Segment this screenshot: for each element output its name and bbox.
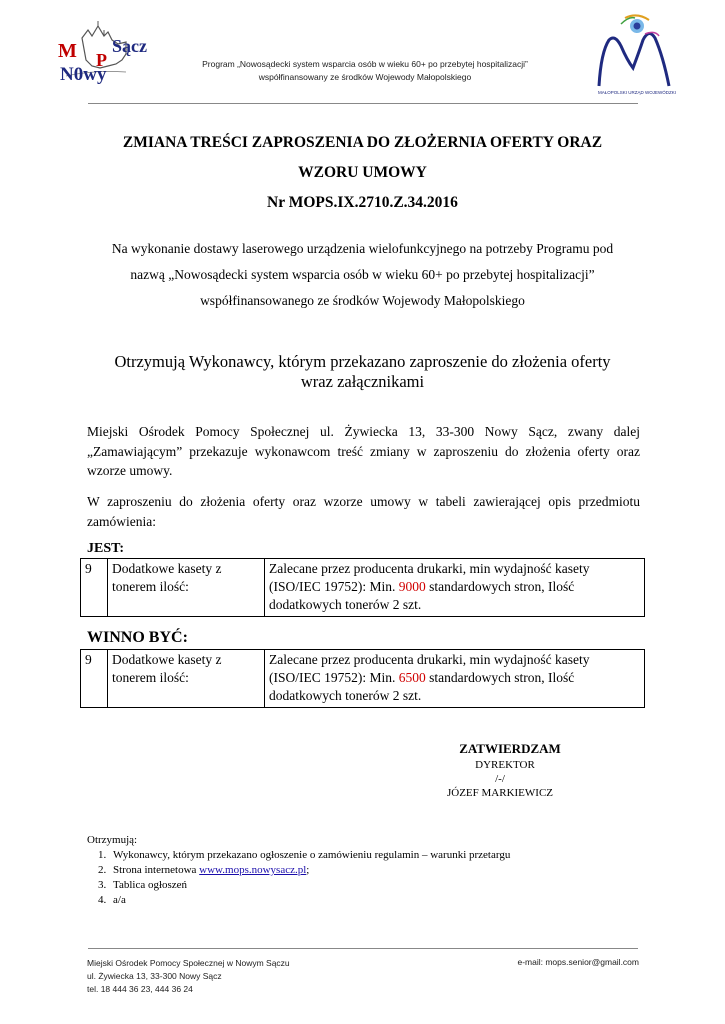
- signature-mark: /-/: [495, 773, 505, 785]
- logo-sacz-text: Sącz: [112, 36, 147, 56]
- reference-number: Nr MOPS.IX.2710.Z.34.2016: [267, 194, 458, 211]
- desc-after: standardowych stron, Ilość dodatkowych tonerów 2 szt.: [269, 579, 575, 612]
- voivode-logo-caption: MAŁOPOLSKI URZĄD WOJEWÓDZKI: [597, 90, 676, 95]
- document-title-line-1: ZMIANA TREŚCI ZAPROSZENIA DO ZŁOŻERNIA OFERTY ORAZ: [122, 134, 603, 151]
- program-header: [160, 58, 570, 84]
- list-item: [109, 863, 510, 878]
- footer-email: e-mail: mops.senior@gmail.com: [517, 957, 639, 967]
- header-divider: [88, 103, 638, 104]
- document-title-line-2: WZORU UMOWY: [298, 164, 427, 181]
- footer-line-2: ul. Żywiecka 13, 33-300 Nowy Sącz: [87, 971, 222, 981]
- voivode-logo: [585, 12, 685, 100]
- yield-value: 9000: [398, 579, 426, 594]
- footer-address: [87, 957, 290, 996]
- recipients-heading: [80, 352, 645, 392]
- winno-label: WINNO BYĆ:: [87, 629, 188, 646]
- desc-after: standardowych stron, Ilość dodatkowych tonerów 2 szt.: [269, 670, 575, 703]
- website-link[interactable]: www.mops.nowysacz.pl: [199, 864, 307, 876]
- item-description: [265, 650, 645, 708]
- item-number: 9: [81, 559, 108, 617]
- distribution-list: [87, 833, 510, 908]
- recipients-line-2: wraz załącznikami: [300, 372, 425, 391]
- table-row: [81, 559, 645, 617]
- footer-line-3: tel. 18 444 36 23, 444 36 24: [87, 984, 193, 994]
- signatory-name: JÓZEF MARKIEWICZ: [446, 787, 554, 799]
- item-number: 9: [81, 650, 108, 708]
- body-paragraph-2: W zaproszeniu do złożenia oferty oraz wzorze umowy w tabeli zawierającej opis przedmiotu zamówienia:: [87, 494, 640, 529]
- item-description: [265, 559, 645, 617]
- mops-logo: [52, 20, 162, 95]
- distribution-heading: Otrzymują:: [87, 834, 138, 846]
- jest-label: JEST:: [87, 541, 125, 556]
- intro-line-2: nazwą „Nowosądecki system wsparcia osób w wieku 60+ po przebytej hospitalizacji”: [130, 267, 595, 282]
- item-name: Dodatkowe kasety z tonerem ilość:: [108, 650, 265, 708]
- list-item-text: Strona internetowa: [113, 864, 200, 876]
- list-item: 3. Tablica ogłoszeń: [109, 878, 510, 893]
- logo-letter-m: M: [58, 40, 77, 62]
- footer-line-1: Miejski Ośrodek Pomocy Społecznej w Nowym Sączu: [87, 958, 290, 968]
- winno-table: [80, 649, 645, 708]
- list-item: 1. Wykonawcy, którym przekazano ogłoszenie o zamówieniu regulamin – warunki przetargu: [109, 848, 510, 863]
- yield-value: 6500: [398, 670, 426, 685]
- logo-nowy-text: N0wy: [60, 64, 107, 85]
- logo-letter-p: P: [96, 50, 107, 70]
- desc-before: Zalecane przez producenta drukarki, min wydajność kasety (ISO/IEC 19752): Min.: [269, 652, 590, 685]
- list-item: 4. a/a: [109, 893, 510, 908]
- signatory-role: DYREKTOR: [475, 759, 535, 771]
- distribution-items: [87, 848, 510, 908]
- program-line-1: Program „Nowosądecki system wsparcia osób w wieku 60+ po przebytej hospitalizacji”: [202, 59, 528, 69]
- body-paragraph-1: Miejski Ośrodek Pomocy Społecznej ul. Żywiecka 13, 33-300 Nowy Sącz, zwany dalej „Zamawiającym” przekazuje wykonawcom treść zmiany w zaproszeniu do złożenia oferty oraz wzorze umowy.: [87, 424, 640, 478]
- intro-paragraph: [80, 236, 645, 314]
- item-name: Dodatkowe kasety z tonerem ilość:: [108, 559, 265, 617]
- desc-before: Zalecane przez producenta drukarki, min wydajność kasety (ISO/IEC 19752): Min.: [269, 561, 590, 594]
- program-line-2: współfinansowany ze środków Wojewody Małopolskiego: [258, 72, 472, 82]
- list-item-suffix: ;: [306, 864, 310, 876]
- approval-heading: ZATWIERDZAM: [459, 741, 561, 756]
- jest-table: [80, 558, 645, 617]
- recipients-line-1: Otrzymują Wykonawcy, którym przekazano zaproszenie do złożenia oferty: [114, 352, 611, 371]
- peacock-m-logo-icon: [585, 12, 685, 92]
- intro-line-3: współfinansowanego ze środków Wojewody Małopolskiego: [200, 293, 525, 308]
- footer-divider: [88, 948, 638, 949]
- intro-line-1: Na wykonanie dostawy laserowego urządzenia wielofunkcyjnego na potrzeby Programu pod: [111, 241, 614, 256]
- table-row: [81, 650, 645, 708]
